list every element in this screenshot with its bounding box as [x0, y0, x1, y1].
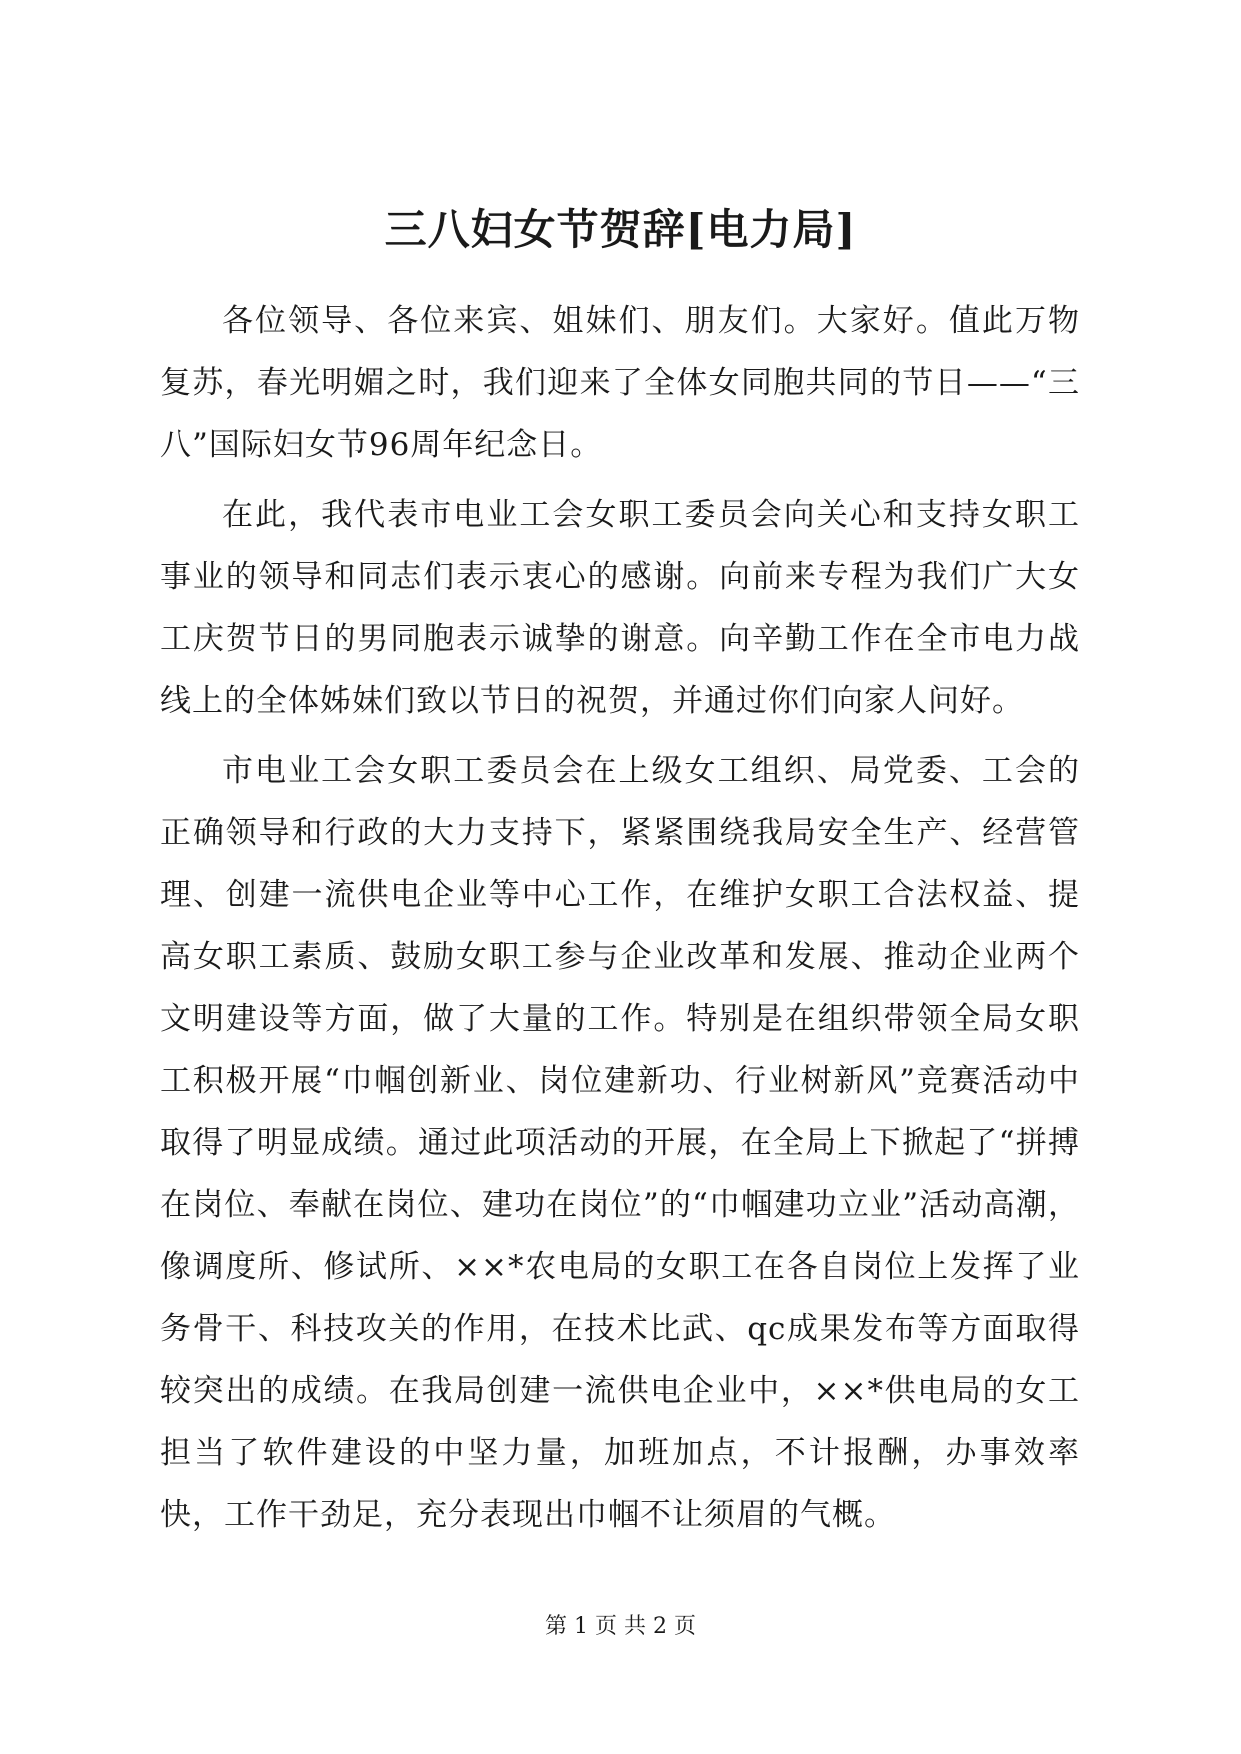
paragraph-greeting: 各位领导、各位来宾、姐妹们、朋友们。大家好。值此万物复苏，春光明媚之时，我们迎来了全体女同胞共同的节日——“三八”国际妇女节96周年纪念日。	[160, 303, 1080, 463]
paragraph-thanks: 在此，我代表市电业工会女职工委员会向关心和支持女职工事业的领导和同志们表示衷心的感谢。向前来专程为我们广大女工庆贺节日的男同胞表示诚挚的谢意。向辛勤工作在全市电力战线上的全体姊妹们致以节日的祝贺，并通过你们向家人问好。	[160, 497, 1080, 719]
page-number-footer: 第 1 页 共 2 页	[545, 1614, 696, 1639]
document-body	[160, 290, 1080, 1554]
document-title: 三八妇女节贺辞[电力局]	[384, 205, 857, 254]
paragraph-achievements: 市电业工会女职工委员会在上级女工组织、局党委、工会的正确领导和行政的大力支持下，紧紧围绕我局安全生产、经营管理、创建一流供电企业等中心工作，在维护女职工合法权益、提高女职工素质、鼓励女职工参与企业改革和发展、推动企业两个文明建设等方面，做了大量的工作。特别是在组织带领全局女职工积极开展“巾帼创新业、岗位建新功、行业树新风”竞赛活动中取得了明显成绩。通过此项活动的开展，在全局上下掀起了“拼搏在岗位、奉献在岗位、建功在岗位”的“巾帼建功立业”活动高潮，像调度所、修试所、××*农电局的女职工在各自岗位上发挥了业务骨干、科技攻关的作用，在技术比武、qc成果发布等方面取得较突出的成绩。在我局创建一流供电企业中，××*供电局的女工担当了软件建设的中坚力量，加班加点，不计报酬，办事效率快，工作干劲足，充分表现出巾帼不让须眉的气概。	[160, 753, 1081, 1533]
